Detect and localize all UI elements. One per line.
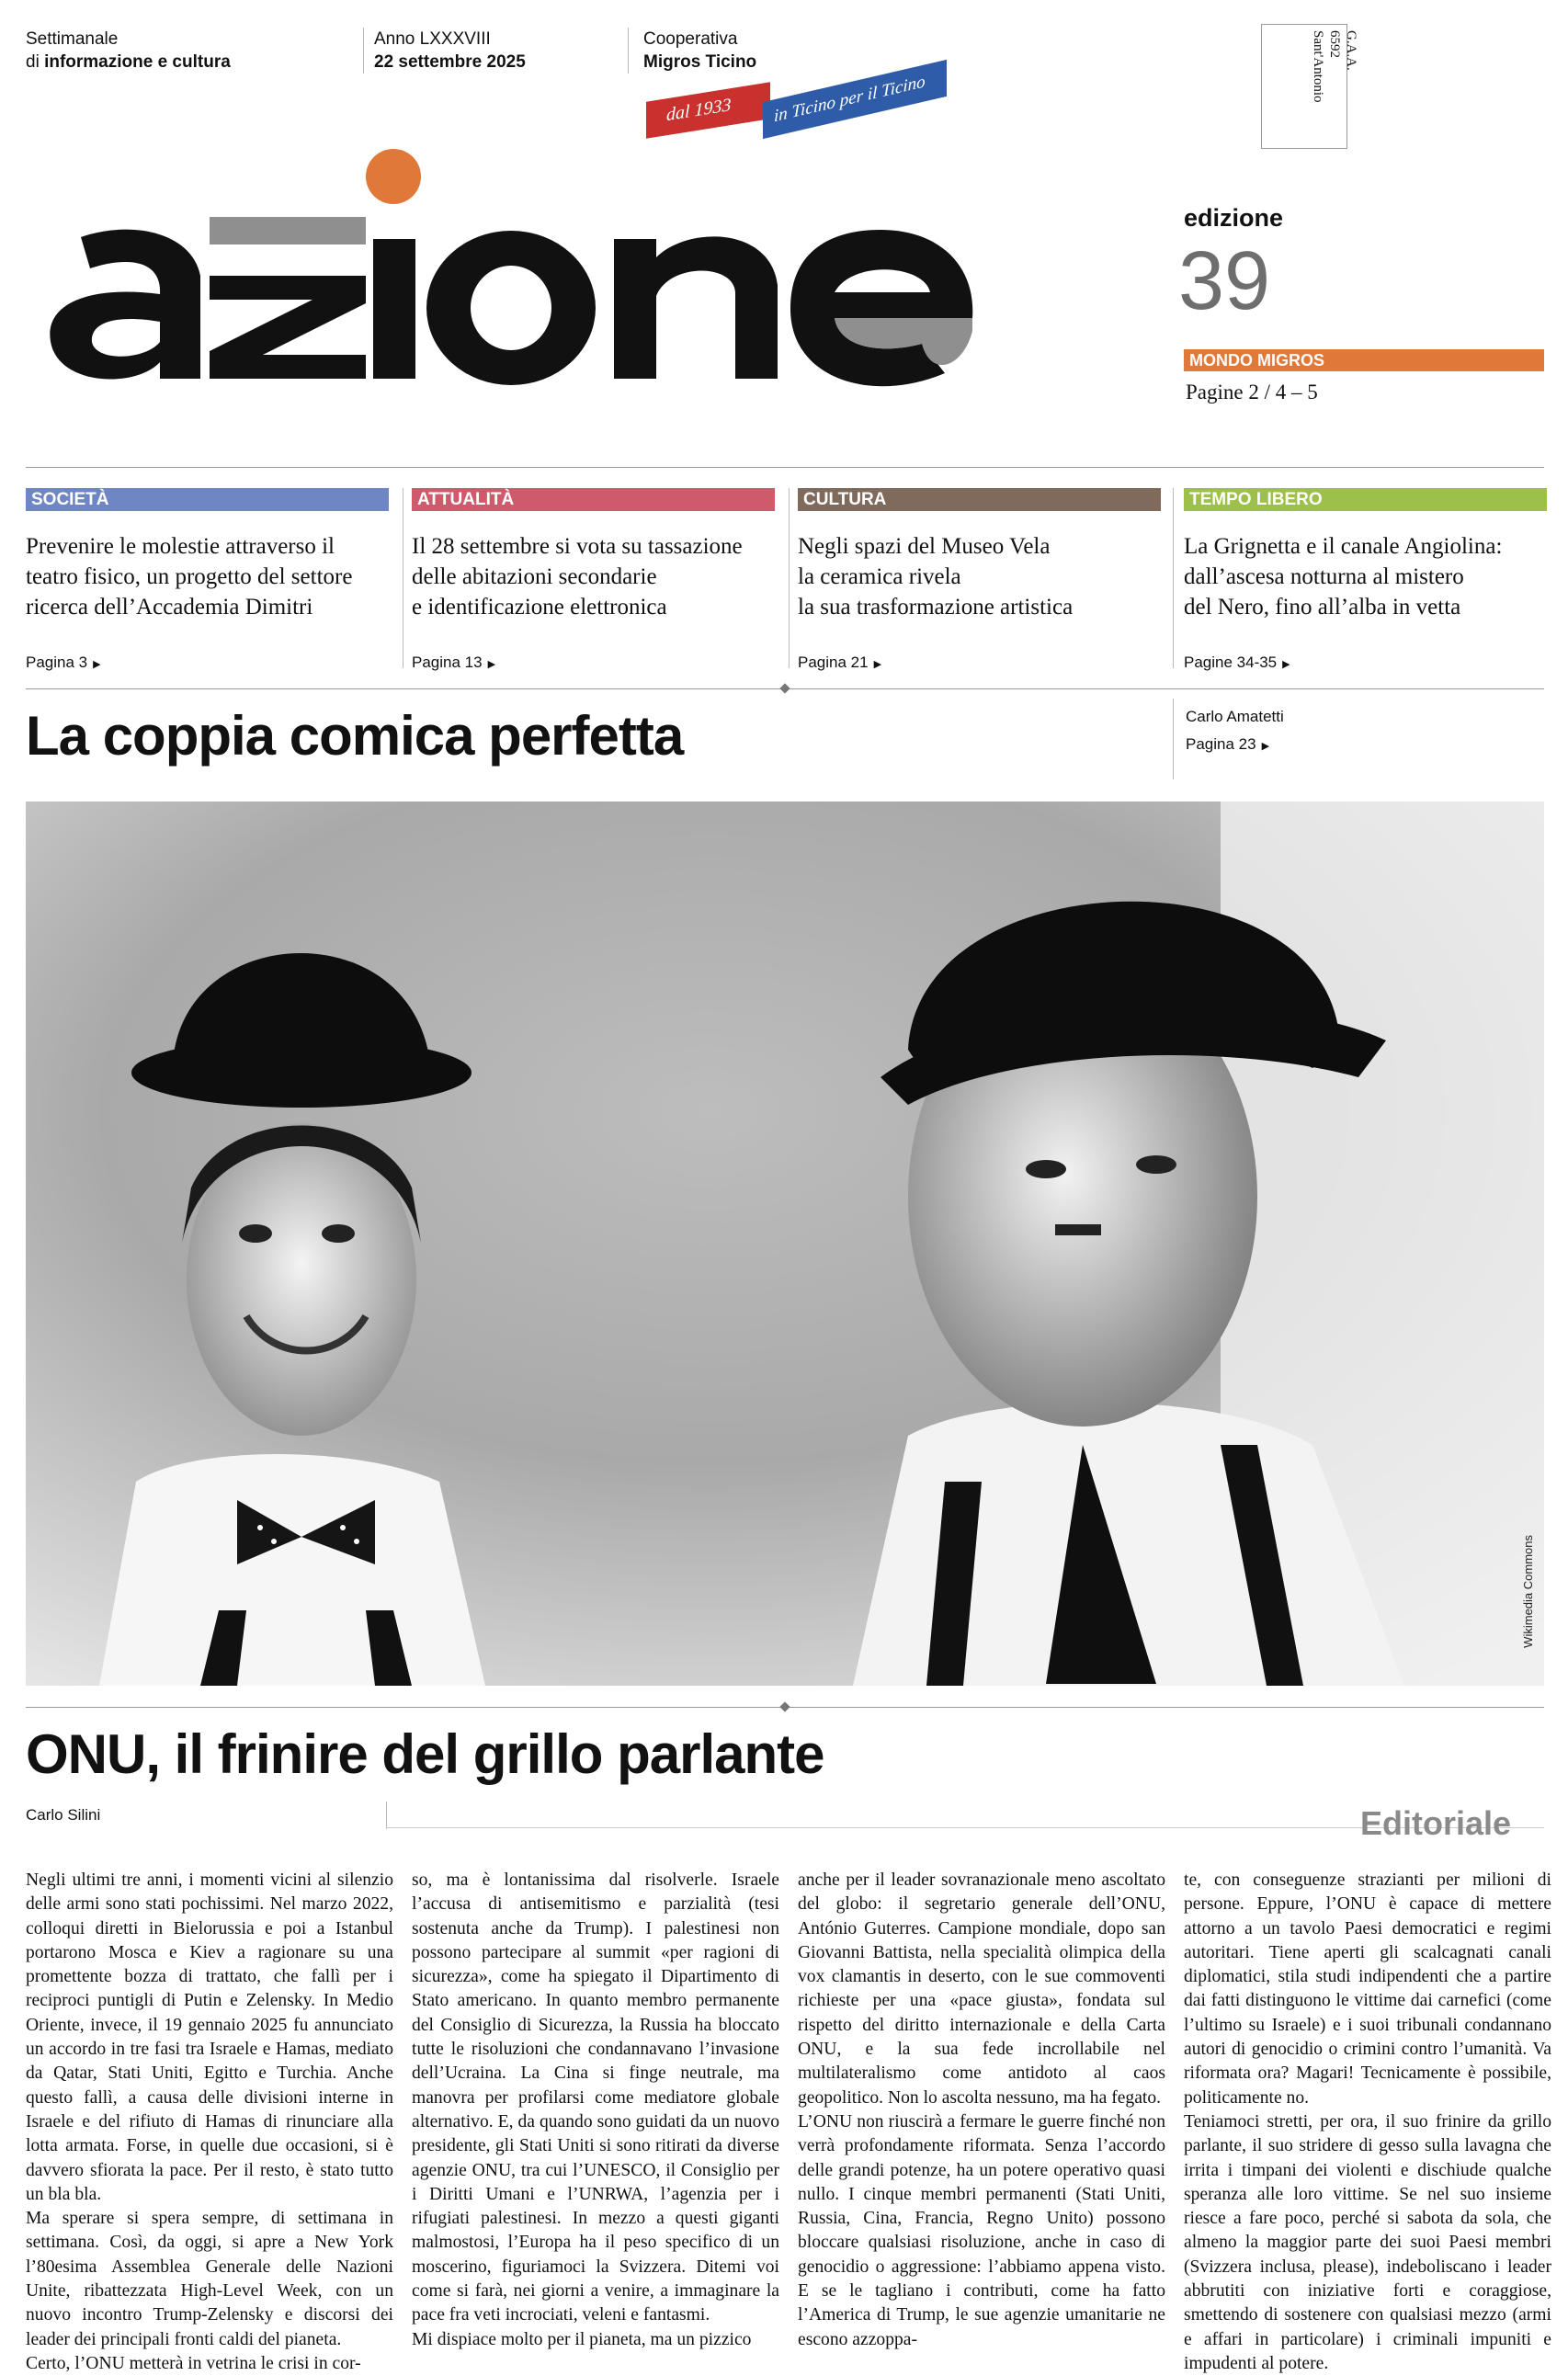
divider [363,28,364,74]
rule [26,467,1544,468]
section-label: CULTURA [798,488,1161,511]
ribbon-ticino: in Ticino per il Ticino [763,60,947,139]
divider [386,1802,387,1829]
section-label: TEMPO LIBERO [1184,488,1547,511]
section-teaser: La Grignetta e il canale Angiolina: dall’ascesa notturna al mistero del Nero, fino all’alba in vetta [1184,534,1503,620]
divider [1173,699,1174,779]
mondo-migros-bar[interactable]: MONDO MIGROS [1184,349,1544,371]
logo-letter-n [614,236,778,379]
editorial-column-1: Negli ultimi tre anni, i momenti vicini al silenzio delle armi sono stati pochissimi. Nel marzo 2022, colloqui diretti in Bielorussia e poi a Istanbul portarono Mosca e Kiev a ragionare su una promettente bozza di trattato, che fallì per i reciproci puntigli di Putin e Zelensky. In Medio Oriente, invece, il 19 gennaio 2025 fu annunciato un accordo in tre fasi tra Israele e Hamas, mediato da Qatar, Stati Uniti, Egitto e Turchia. Anche questo fallì, a causa delle divisioni interne in Israele e del rifiuto di Hamas di rinunciare alla lotta armata. Forse, in quelle due occasioni, si è davvero sfiorata la pace. Per il resto, è stato tutto un bla bla. Ma sperare si spera sempre, di settimana in settimana. Così, da oggi, si apre a New York l’80esima Assemblea Generale delle Nazioni Unite, ribattezzata High-Level Week, con un nuovo incontro Trump-Zelensky e discorsi dei leader dei principali fronti caldi del pianeta. Certo, l’ONU metterà in vetrina le crisi in cor- [26,1870,393,2373]
feature-page-link[interactable]: Pagina 23 ▶ [1186,735,1270,753]
rule-ornament [779,683,790,693]
section-label: SOCIETÀ [26,488,389,511]
arrow-right-icon: ▶ [873,659,882,670]
feature-headline[interactable]: La coppia comica perfetta [26,705,684,767]
arrow-right-icon: ▶ [1261,741,1270,752]
issue-info: Anno LXXXVIII 22 settembre 2025 [374,29,526,72]
section-societa[interactable] [26,488,389,671]
divider [628,28,629,74]
logo-letter-z [210,276,366,379]
logo-z-bar [210,217,366,244]
arrow-right-icon: ▶ [487,659,496,670]
section-page-link[interactable]: Pagina 13 ▶ [412,654,496,671]
publication-type: Settimanale di informazione e cultura [26,29,231,72]
section-label: ATTUALITÀ [412,488,775,511]
section-teaser: Prevenire le molestie attraverso il teatro fisico, un progetto del settore ricerca dell’Accademia Dimitri [26,534,353,620]
section-page-link[interactable]: Pagina 21 ▶ [798,654,882,671]
rule-ornament [779,1701,790,1711]
publisher-info: Cooperativa Migros Ticino [643,29,757,72]
feature-photo[interactable] [26,801,1544,1686]
editorial-column-4: te, con conseguenze strazianti per milioni di persone. Eppure, l’ONU è capace di mettere attorno a un tavolo Paesi democratici e regimi autoritari. Tiene aperti gli scalcagnati canali diplomatici, stila studi indipendenti che a partire dai fatti distinguono le vittime dai carnefici (come l’ultimo su Israele) e i suoi tribunali condannano autori di genocidio o crimini contro l’umanità. Va riformata ora? Magari! Tecnicamente è possibile, politicamente no. Teniamoci stretti, per ora, il suo frinire da grillo parlante, il suo stridere di gesso sulla lavagna che irrita i timpani dei violenti e dischiude qualche speranza alle loro vittime. Se nel suo insieme riesce a fare poco, perché si sabota da sola, che almeno la maggior parte dei suoi Paesi membri (Svizzera inclusa, please), indeboliscano i leader abbrutiti con iniziative forti e coraggiose, smettendo di sostenere con qualsiasi mezzo (armi e affari in particolare) i criminali impuniti e impudenti al potere. [1184,1870,1551,2373]
divider [1173,488,1174,668]
section-teaser: Il 28 settembre si vota su tassazione delle abitazioni secondarie e identificazione elettronica [412,534,743,620]
postage-box: G.A.A. 6592 Sant'Antonio [1261,24,1347,149]
feature-author: Carlo Amatetti [1186,708,1284,725]
section-tempo-libero[interactable] [1184,488,1547,671]
azione-logo [26,138,1000,414]
photo-credit: Wikimedia Commons [1521,1535,1535,1648]
editorial-author: Carlo Silini [26,1806,101,1824]
editorial-headline[interactable]: ONU, il frinire del grillo parlante [26,1723,824,1785]
arrow-right-icon: ▶ [1282,659,1290,670]
logo-dot [366,149,421,204]
editorial-label: Editoriale [1360,1804,1512,1842]
header-line: Settimanale [26,29,119,49]
edition-number: 39 [1178,235,1271,327]
arrow-right-icon: ▶ [93,659,101,670]
edition-label: edizione [1184,204,1284,232]
logo-letter-a [50,230,200,380]
editorial-column-3: anche per il leader sovranazionale meno ascoltato del globo: il segretario generale dell’ONU, António Guterres. Campione mondiale, dopo san Giovanni Battista, nella specialità olimpica della vox clamantis in deserto, con le sue commoventi richieste per una «pace giusta», fondata sul rispetto del diritto internazionale e della Carta ONU, e la sua fede incrollabile nel multilateralismo come antidoto al caos geopolitico. Non lo ascolta nessuno, ma ha fegato. L’ONU non riuscirà a fermare le guerre finché non verrà profondamente riformata. Senza l’accordo delle grandi potenze, ha un potere operativo quasi nullo. I cinque membri permanenti (Stati Uniti, Russia, Cina, Francia, Regno Unito) possono bloccare qualsiasi risoluzione, anche in caso di genocidio o aggressione: l’abbiamo appena visto. E se le tagliano i contributi, come ha fatto l’America di Trump, le sue agenzie umanitarie ne escono azzoppa- [798,1870,1165,2349]
ribbon-since-1933: dal 1933 [646,82,770,138]
editorial-column-2: so, ma è lontanissima dal risolverle. Israele l’accusa di antisemitismo e parzialità (tesi sostenuta anche da Trump). I palestinesi non possono partecipare al summit «per ragioni di sicurezza», come ha spiegato il Dipartimento di Stato americano. In quanto membro permanente del Consiglio di Sicurezza, la Russia ha bloccato tutte le risoluzioni che condannavano l’invasione dell’Ucraina. La Cina si finge neutrale, ma manovra per profilarsi come mediatore globale alternativo. E, da quando sono guidati da un nuovo presidente, gli Stati Uniti si sono ritirati da diverse agenzie ONU, tra cui l’UNESCO, il Consiglio per i Diritti Umani e l’UNRWA, l’agenzia per i rifugiati palestinesi. In mezzo a questi giganti malmostosi, l’Europa ha il peso specifico di un moscerino, figuriamoci la Svizzera. Ditemi voi come si farà, nei giorni a venire, a immaginare la pace fra veti incrociati, veleni e fantasmi. Mi dispiace molto per il pianeta, ma un pizzico [412,1870,779,2349]
logo-letter-i [373,239,415,379]
section-page-link[interactable]: Pagine 34-35 ▶ [1184,654,1290,671]
section-page-link[interactable]: Pagina 3 ▶ [26,654,101,671]
section-cultura[interactable] [798,488,1161,671]
divider [789,488,790,668]
section-teaser: Negli spazi del Museo Vela la ceramica rivela la sua trasformazione artistica [798,534,1074,620]
mondo-migros-pages: Pagine 2 / 4 – 5 [1186,381,1318,404]
section-attualita[interactable] [412,488,775,671]
